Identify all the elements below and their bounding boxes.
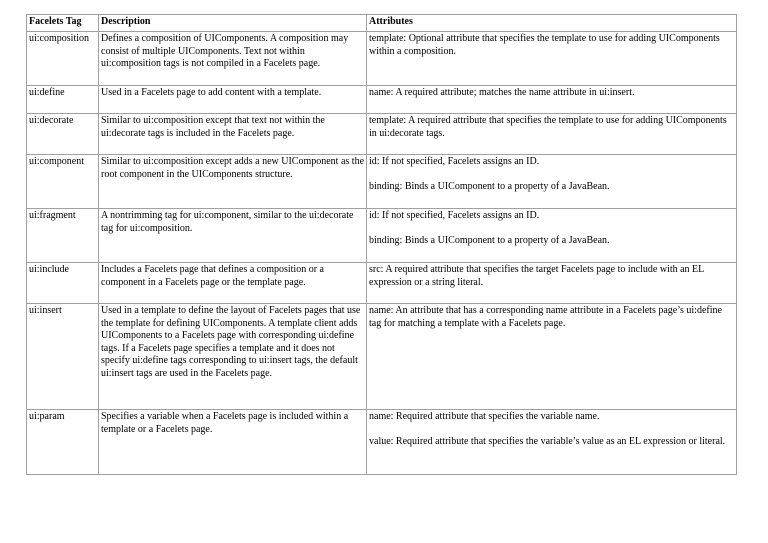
table-row [27, 304, 737, 410]
description-cell: Used in a template to define the layout of Facelets pages that use the template for defining UIComponents. A template client adds UIComponents to a Facelets page with corresponding ui:define tags. If a Facelets page specifies a template and it does not specify ui:define tags corresponding to ui:insert tags, the default ui:insert tags are used in the Facelets page. [99, 304, 367, 410]
tag-cell: ui:define [27, 86, 99, 114]
attributes-cell [367, 114, 737, 155]
table-row [27, 32, 737, 86]
tag-cell: ui:decorate [27, 114, 99, 155]
table-row [27, 86, 737, 114]
attribute-text: name: An attribute that has a corresponding name attribute in a Facelets page’s ui:define tag for matching a template with a Facelets page. [369, 305, 722, 329]
attributes-cell [367, 263, 737, 304]
description-cell: Defines a composition of UIComponents. A composition may consist of multiple UIComponents. Text not within ui:composition tags is not compiled in a Facelets page. [99, 32, 367, 86]
facelets-tags-table [26, 14, 737, 475]
description-cell: Similar to ui:composition except that text not within the ui:decorate tags is included in the Facelets page. [99, 114, 367, 155]
tag-cell: ui:component [27, 155, 99, 209]
attributes-cell [367, 86, 737, 114]
table-row [27, 209, 737, 263]
tag-cell: ui:composition [27, 32, 99, 86]
table-row [27, 410, 737, 475]
tag-cell: ui:fragment [27, 209, 99, 263]
description-cell: Similar to ui:composition except adds a new UIComponent as the root component in the UIComponents structure. [99, 155, 367, 209]
attribute-text: name: Required attribute that specifies the variable name. [369, 411, 600, 422]
table-row [27, 114, 737, 155]
attribute-text: id: If not specified, Facelets assigns an ID. [369, 210, 540, 221]
tag-cell: ui:param [27, 410, 99, 475]
attribute-text: src: A required attribute that specifies the target Facelets page to include with an EL expression or a string literal. [369, 264, 704, 288]
header-facelets-tag: Facelets Tag [27, 15, 99, 32]
description-cell: Includes a Facelets page that defines a composition or a component in a Facelets page or the template page. [99, 263, 367, 304]
attributes-cell [367, 410, 737, 475]
header-attributes: Attributes [367, 15, 737, 32]
attribute-text: template: Optional attribute that specifies the template to use for adding UIComponents within a composition. [369, 33, 720, 57]
attribute-text: value: Required attribute that specifies the variable’s value as an EL expression or literal. [369, 435, 726, 447]
description-cell: Used in a Facelets page to add content with a template. [99, 86, 367, 114]
description-cell: A nontrimming tag for ui:component, similar to the ui:decorate tag for ui:composition. [99, 209, 367, 263]
attributes-cell [367, 304, 737, 410]
attribute-text: name: A required attribute; matches the name attribute in ui:insert. [369, 87, 635, 98]
table-row [27, 263, 737, 304]
tag-cell: ui:include [27, 263, 99, 304]
attribute-text: id: If not specified, Facelets assigns an ID. [369, 156, 540, 167]
table-header-row [27, 15, 737, 32]
attribute-text: template: A required attribute that specifies the template to use for adding UIComponents in ui:decorate tags. [369, 115, 727, 139]
attributes-cell [367, 155, 737, 209]
description-cell: Specifies a variable when a Facelets page is included within a template or a Facelets page. [99, 410, 367, 475]
header-description: Description [99, 15, 367, 32]
attributes-cell [367, 209, 737, 263]
attribute-text: binding: Binds a UIComponent to a property of a JavaBean. [369, 180, 610, 192]
table-row [27, 155, 737, 209]
attribute-text: binding: Binds a UIComponent to a property of a JavaBean. [369, 234, 610, 246]
attributes-cell [367, 32, 737, 86]
tag-cell: ui:insert [27, 304, 99, 410]
